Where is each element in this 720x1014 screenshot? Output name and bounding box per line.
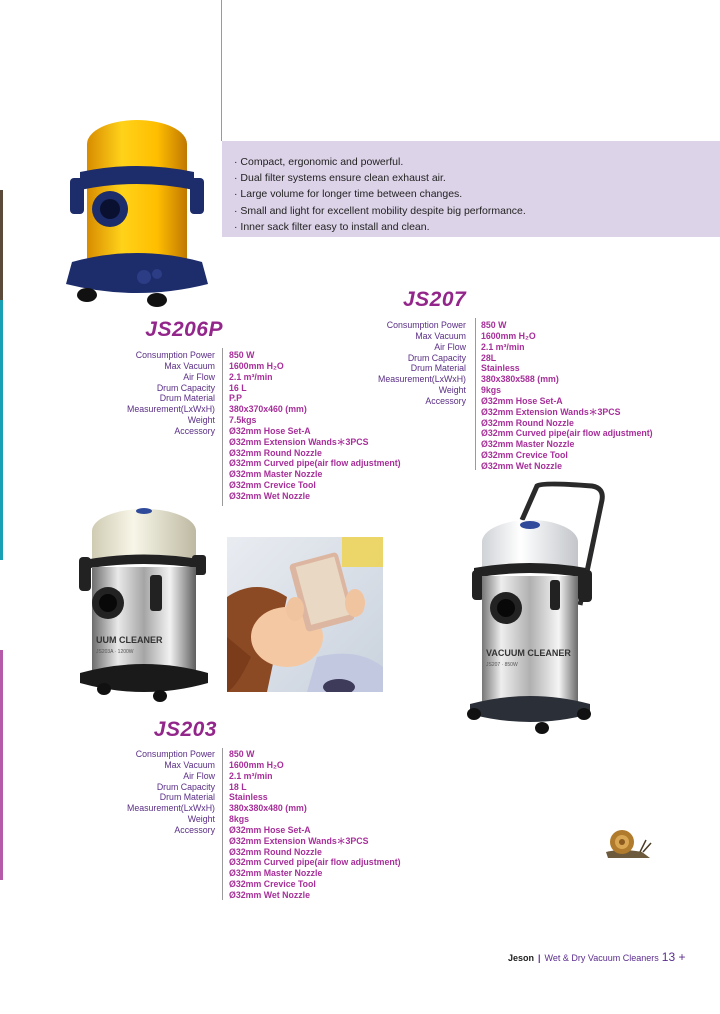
spec-value: 850 W [229, 749, 255, 759]
spec-value: 28L [481, 352, 497, 363]
spec-label: Air Flow [183, 770, 215, 781]
spec-label: Air Flow [434, 341, 466, 352]
spec-label: Drum Material [159, 393, 215, 404]
spec-values-js206p [229, 350, 401, 502]
spec-labels-js207 [378, 320, 466, 407]
accessory-item: Ø32mm Master Nozzle [229, 469, 323, 480]
spec-label: Measurement(LxWxH) [127, 404, 215, 415]
js207-drum-print: VACUUM CLEANER [486, 648, 571, 658]
accessory-item: Ø32mm Wet Nozzle [229, 490, 310, 501]
spec-value: 7.5kgs [229, 415, 257, 426]
page-number: 13 + [661, 950, 686, 964]
model-title-js206p: JS206P [145, 318, 223, 341]
spec-value: 850 W [229, 350, 255, 360]
feature-item: · Small and light for excellent mobility despite big performance. [234, 203, 720, 219]
js206p-product-image [62, 112, 212, 310]
spec-label: Accessory [174, 425, 215, 436]
spec-label: Drum Material [410, 363, 466, 374]
column-divider [222, 348, 223, 506]
spec-label: Consumption Power [386, 320, 466, 330]
spec-label: Weight [187, 415, 215, 426]
spec-label: Drum Capacity [156, 382, 215, 393]
spec-labels-js206p [127, 350, 215, 437]
spec-value: 8kgs [229, 814, 250, 825]
column-divider [475, 318, 476, 470]
footer-separator: | [538, 953, 541, 963]
spec-values-js207 [481, 320, 653, 472]
spec-label: Accessory [174, 824, 215, 835]
spec-label: Measurement(LxWxH) [127, 803, 215, 814]
spec-value: 850 W [481, 320, 507, 330]
accessory-item: Ø32mm Round Nozzle [229, 846, 322, 857]
accessory-item: Ø32mm Crevice Tool [481, 450, 568, 461]
spec-value: 16 L [229, 382, 247, 393]
accessory-item: Ø32mm Curved pipe(air flow adjustment) [481, 428, 653, 439]
accessory-item: Ø32mm Extension Wands＊3PCS [229, 436, 369, 447]
js203-product-image [74, 505, 210, 705]
js207-product-image [462, 480, 612, 740]
feature-item: · Compact, ergonomic and powerful. [234, 154, 720, 170]
features-band [222, 141, 720, 237]
page-edge-mark [0, 190, 3, 300]
accessory-item: Ø32mm Crevice Tool [229, 480, 316, 491]
accessory-item: Ø32mm Curved pipe(air flow adjustment) [229, 458, 401, 469]
spec-value: 18 L [229, 781, 247, 792]
accessory-item: Ø32mm Hose Set-A [229, 425, 311, 436]
spec-value: 2.1 m³/min [229, 371, 273, 382]
js203-drum-print: JS203A · 1200W [96, 649, 134, 655]
spec-values-js203 [229, 749, 401, 901]
spec-label: Drum Capacity [407, 352, 466, 363]
spec-value: 380x370x460 (mm) [229, 404, 307, 415]
spec-value: 2.1 m³/min [481, 341, 525, 352]
features-list [222, 141, 720, 235]
feature-item: · Large volume for longer time between changes. [234, 186, 720, 202]
js207-drum-print: JS207 · 850W [486, 662, 518, 668]
js203-drum-print: UUM CLEANER [96, 635, 163, 645]
footer-category: Wet & Dry Vacuum Cleaners [544, 953, 659, 963]
accessory-item: Ø32mm Hose Set-A [481, 395, 563, 406]
spec-label: Consumption Power [135, 749, 215, 759]
spec-label: Air Flow [183, 371, 215, 382]
spec-value: Stainless [229, 792, 268, 803]
accessory-item: Ø32mm Wet Nozzle [229, 889, 310, 900]
spec-label: Drum Material [159, 792, 215, 803]
page-edge-mark [0, 650, 3, 880]
accessory-item: Ø32mm Curved pipe(air flow adjustment) [229, 857, 401, 868]
accessory-item: Ø32mm Crevice Tool [229, 879, 316, 890]
column-divider [222, 748, 223, 900]
spec-label: Drum Capacity [156, 781, 215, 792]
spec-label: Max Vacuum [415, 330, 466, 341]
spec-value: 1600mm H₂O [229, 759, 284, 770]
spec-value: 380x380x480 (mm) [229, 803, 307, 814]
spec-value: 2.1 m³/min [229, 770, 273, 781]
spec-label: Max Vacuum [164, 759, 215, 770]
model-title-js203: JS203 [153, 718, 217, 741]
spec-value: 9kgs [481, 385, 502, 396]
spec-label: Max Vacuum [164, 360, 215, 371]
accessory-item: Ø32mm Master Nozzle [229, 868, 323, 879]
model-title-js207: JS207 [403, 288, 467, 311]
spec-label: Weight [187, 814, 215, 825]
spec-label: Consumption Power [135, 350, 215, 360]
accessory-item: Ø32mm Round Nozzle [229, 447, 322, 458]
column-divider [221, 0, 222, 141]
feature-item: · Dual filter systems ensure clean exhaust air. [234, 170, 720, 186]
lifestyle-photo [227, 537, 383, 692]
spec-labels-js203 [127, 749, 215, 836]
accessory-item: Ø32mm Hose Set-A [229, 824, 311, 835]
spec-label: Weight [438, 385, 466, 396]
accessory-item: Ø32mm Extension Wands＊3PCS [481, 406, 621, 417]
spec-value: 1600mm H₂O [481, 330, 536, 341]
spec-value: Stainless [481, 363, 520, 374]
accessory-item: Ø32mm Round Nozzle [481, 417, 574, 428]
spec-value: 1600mm H₂O [229, 360, 284, 371]
spec-label: Measurement(LxWxH) [378, 374, 466, 385]
spec-value: P.P [229, 393, 243, 404]
snail-icon [602, 826, 654, 860]
feature-item: · Inner sack filter easy to install and clean. [234, 219, 720, 235]
accessory-item: Ø32mm Master Nozzle [481, 439, 575, 450]
page-edge-mark [0, 300, 3, 560]
footer-brand: Jeson [508, 953, 535, 963]
spec-value: 380x380x588 (mm) [481, 374, 559, 385]
accessory-item: Ø32mm Wet Nozzle [481, 460, 562, 471]
accessory-item: Ø32mm Extension Wands＊3PCS [229, 835, 369, 846]
spec-label: Accessory [425, 395, 466, 406]
page-footer [508, 950, 685, 964]
